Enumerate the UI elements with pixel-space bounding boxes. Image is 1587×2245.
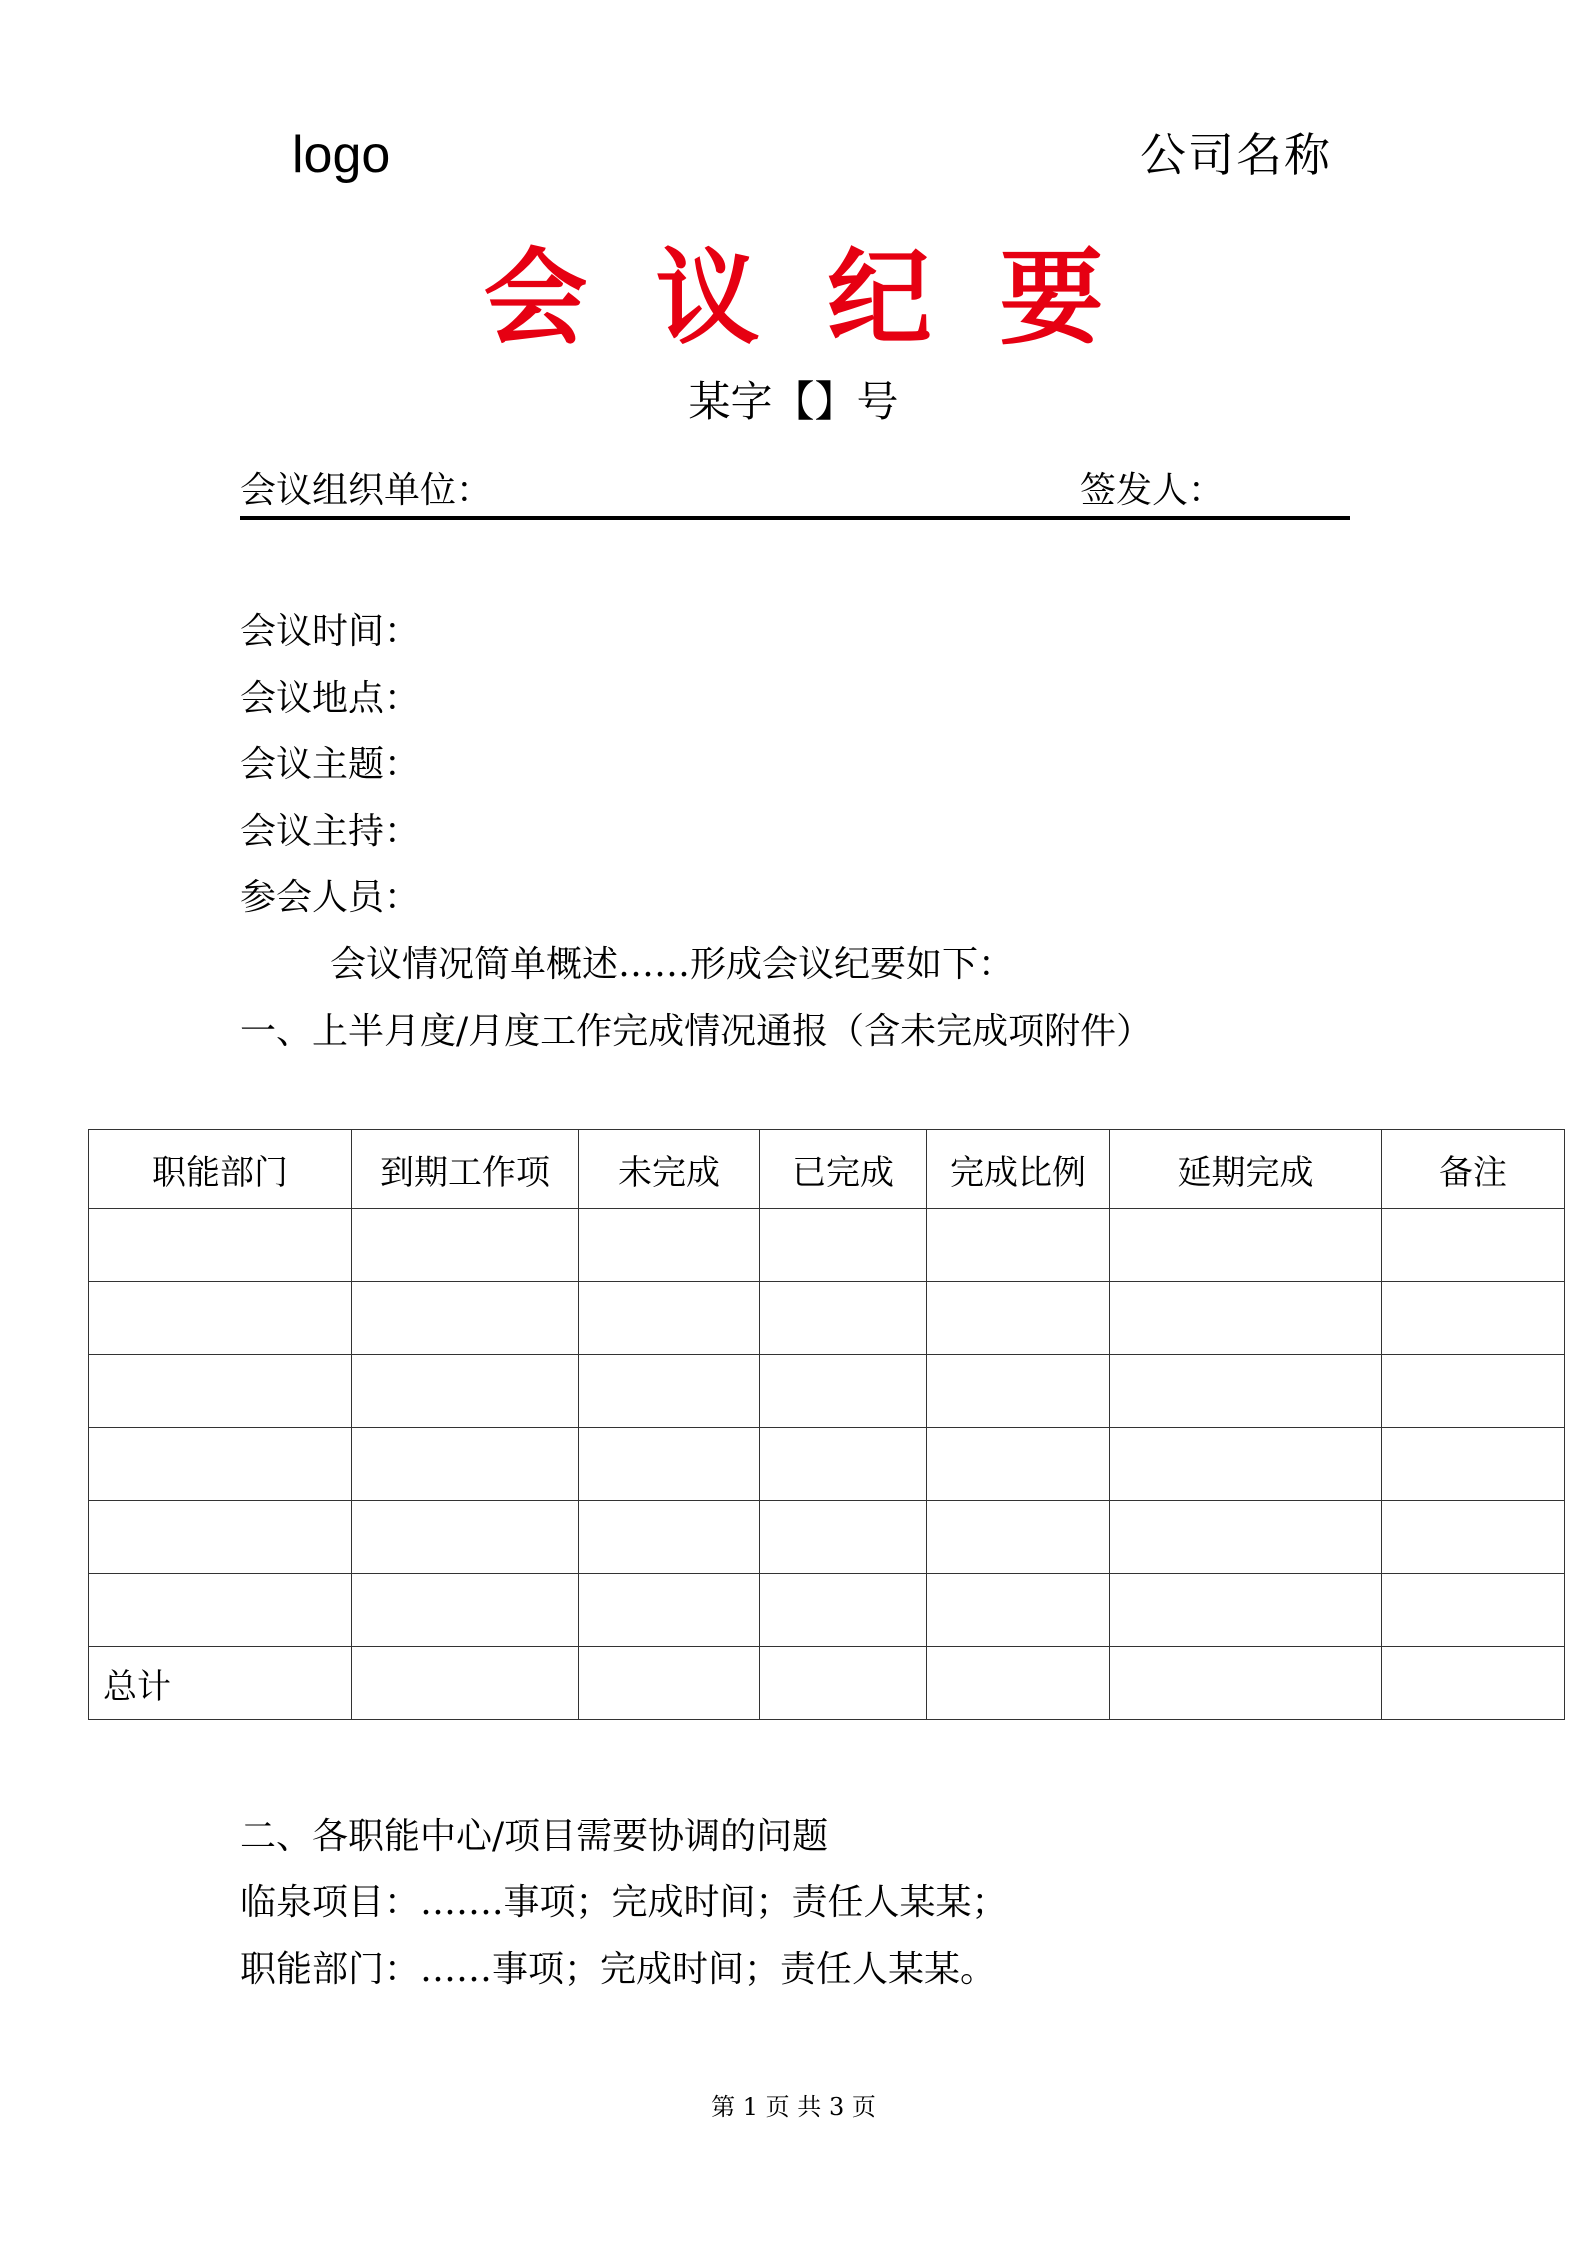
table-cell <box>760 1209 927 1282</box>
table-row <box>89 1501 1565 1574</box>
attendees-label: 参会人员： <box>240 877 421 918</box>
table-cell <box>1110 1647 1382 1720</box>
table-cell <box>352 1282 579 1355</box>
issuer-label: 签发人： <box>1080 470 1225 511</box>
table-cell <box>579 1647 760 1720</box>
table-cell <box>1110 1501 1382 1574</box>
table-cell <box>1382 1647 1565 1720</box>
title-char-1: 会 <box>483 236 588 359</box>
table-cell <box>1382 1501 1565 1574</box>
table-cell <box>927 1501 1110 1574</box>
table-cell <box>89 1574 352 1647</box>
table-cell <box>927 1282 1110 1355</box>
meeting-host-label: 会议主持： <box>240 811 421 852</box>
org-label: 会议组织单位： <box>240 470 493 511</box>
table-cell <box>352 1501 579 1574</box>
table-cell <box>927 1355 1110 1428</box>
table-cell <box>760 1501 927 1574</box>
table-total-row <box>89 1647 1565 1720</box>
table-cell <box>579 1282 760 1355</box>
document-title <box>0 238 1587 358</box>
col-header-remarks: 备注 <box>1382 1130 1565 1209</box>
table-cell <box>579 1355 760 1428</box>
table-cell <box>1382 1428 1565 1501</box>
table-row <box>89 1428 1565 1501</box>
table-cell <box>1382 1574 1565 1647</box>
table-cell <box>760 1647 927 1720</box>
table-header-row <box>89 1130 1565 1209</box>
table-cell <box>89 1355 352 1428</box>
table-cell <box>579 1574 760 1647</box>
table-cell <box>89 1282 352 1355</box>
col-header-incomplete: 未完成 <box>579 1130 760 1209</box>
table-cell <box>1110 1574 1382 1647</box>
meeting-topic-label: 会议主题： <box>240 744 421 785</box>
table-cell <box>352 1428 579 1501</box>
table-cell <box>927 1647 1110 1720</box>
table-cell <box>1382 1355 1565 1428</box>
table-cell <box>1382 1209 1565 1282</box>
table-cell <box>1110 1209 1382 1282</box>
table-cell <box>760 1428 927 1501</box>
meeting-place-label: 会议地点： <box>240 678 421 719</box>
meeting-time-label: 会议时间： <box>240 611 421 652</box>
table-cell <box>89 1209 352 1282</box>
table-cell <box>1110 1355 1382 1428</box>
section2-line-project: 临泉项目：…….事项；完成时间；责任人某某； <box>240 1882 1008 1923</box>
table-cell <box>1110 1282 1382 1355</box>
col-header-completed: 已完成 <box>760 1130 927 1209</box>
table-cell <box>1382 1282 1565 1355</box>
company-name: 公司名称 <box>1140 128 1332 182</box>
table-cell <box>579 1501 760 1574</box>
table-row <box>89 1355 1565 1428</box>
total-label: 总计 <box>89 1647 352 1720</box>
col-header-delayed: 延期完成 <box>1110 1130 1382 1209</box>
logo-placeholder: logo <box>292 126 391 184</box>
table-cell <box>927 1209 1110 1282</box>
section2-title: 二、各职能中心/项目需要协调的问题 <box>240 1816 829 1857</box>
table-cell <box>579 1209 760 1282</box>
report-table <box>88 1129 1565 1720</box>
meeting-summary: 会议情况简单概述……形成会议纪要如下： <box>330 944 1015 985</box>
title-char-4: 要 <box>999 236 1104 359</box>
table-cell <box>352 1647 579 1720</box>
table-cell <box>1110 1428 1382 1501</box>
table-cell <box>352 1574 579 1647</box>
table-cell <box>352 1355 579 1428</box>
table-row <box>89 1282 1565 1355</box>
document-number: 某字【】号 <box>688 377 899 426</box>
table-cell <box>927 1574 1110 1647</box>
page-footer: 第 1 页 共 3 页 <box>711 2093 876 2121</box>
section1-title: 一、上半月度/月度工作完成情况通报（含未完成项附件） <box>240 1011 1153 1052</box>
table-cell <box>927 1428 1110 1501</box>
table-cell <box>760 1355 927 1428</box>
col-header-department: 职能部门 <box>89 1130 352 1209</box>
table-cell <box>760 1574 927 1647</box>
table-cell <box>89 1501 352 1574</box>
col-header-due-items: 到期工作项 <box>352 1130 579 1209</box>
title-char-2: 议 <box>655 236 760 359</box>
table-cell <box>352 1209 579 1282</box>
col-header-completion-rate: 完成比例 <box>927 1130 1110 1209</box>
title-char-3: 纪 <box>827 236 932 359</box>
table-row <box>89 1574 1565 1647</box>
table-cell <box>89 1428 352 1501</box>
section2-line-department: 职能部门：……事项；完成时间；责任人某某。 <box>240 1949 997 1990</box>
table-row <box>89 1209 1565 1282</box>
table-cell <box>760 1282 927 1355</box>
table-cell <box>579 1428 760 1501</box>
